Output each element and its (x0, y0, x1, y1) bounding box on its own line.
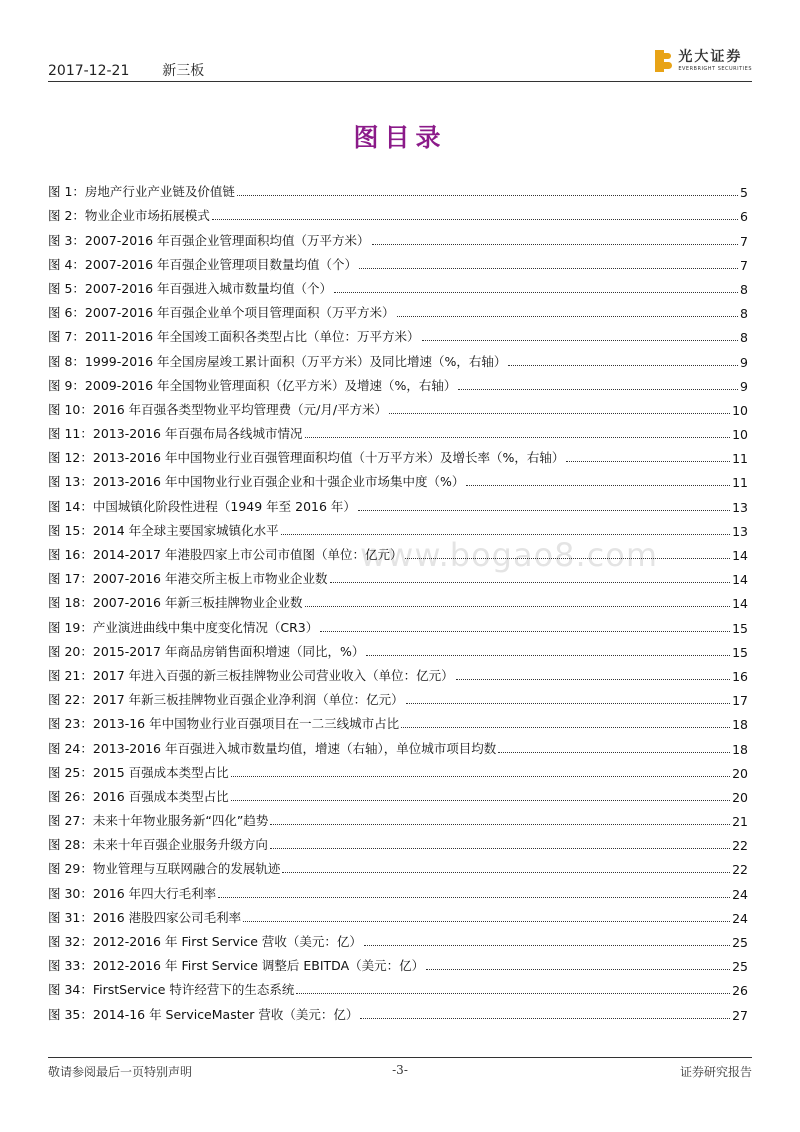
toc-entry-page-number: 7 (740, 257, 748, 273)
toc-entry[interactable] (48, 442, 748, 466)
toc-entry[interactable] (48, 660, 748, 684)
toc-dot-leader (359, 268, 738, 269)
toc-entry-label: 图 10：2016 年百强各类型物业平均管理费（元/月/平方米） (48, 401, 388, 417)
toc-entry[interactable] (48, 490, 748, 514)
toc-dot-leader (296, 993, 730, 994)
toc-entry-label: 图 11：2013-2016 年百强布局各线城市情况 (48, 426, 303, 442)
page-number: -3- (392, 1063, 408, 1077)
toc-dot-leader (358, 510, 730, 511)
toc-dot-leader (508, 365, 738, 366)
toc-entry[interactable] (48, 345, 748, 369)
toc-entry-page-number: 6 (740, 209, 748, 225)
toc-entry-page-number: 15 (732, 644, 748, 660)
toc-entry[interactable] (48, 418, 748, 442)
toc-entry[interactable] (48, 176, 748, 200)
toc-entry-label: 图 12：2013-2016 年中国物业行业百强管理面积均值（十万平方米）及增长率（%，右轴） (48, 450, 565, 466)
toc-entry-label: 图 2：物业企业市场拓展模式 (48, 208, 210, 224)
toc-entry[interactable] (48, 853, 748, 877)
toc-entry-page-number: 25 (732, 959, 748, 975)
toc-entry-page-number: 24 (732, 910, 748, 926)
toc-dot-leader (466, 485, 730, 486)
toc-entry-page-number: 10 (732, 402, 748, 418)
toc-entry[interactable] (48, 611, 748, 635)
toc-dot-leader (458, 389, 738, 390)
logo-chinese-name: 光大证券 (678, 49, 743, 65)
toc-entry-label: 图 28：未来十年百强企业服务升级方向 (48, 837, 268, 853)
toc-dot-leader (305, 606, 731, 607)
toc-entry-label: 图 19：产业演进曲线中集中度变化情况（CR3） (48, 619, 319, 635)
report-section: 新三板 (162, 63, 205, 79)
toc-entry-label: 图 24：2013-2016 年百强进入城市数量均值，增速（右轴），单位城市项目均数 (48, 740, 497, 756)
toc-entry-label: 图 34：FirstService 特许经营下的生态系统 (48, 982, 295, 998)
toc-dot-leader (305, 437, 731, 438)
toc-dot-leader (282, 872, 730, 873)
toc-dot-leader (218, 897, 730, 898)
toc-entry-label: 图 29：物业管理与互联网融合的发展轨迹 (48, 861, 281, 877)
toc-dot-leader (330, 582, 731, 583)
toc-entry[interactable] (48, 708, 748, 732)
toc-entry-page-number: 8 (740, 330, 748, 346)
toc-entry-page-number: 8 (740, 281, 748, 297)
toc-entry[interactable] (48, 321, 748, 345)
toc-entry-page-number: 27 (732, 1007, 748, 1023)
toc-entry[interactable] (48, 273, 748, 297)
toc-dot-leader (212, 219, 738, 220)
toc-dot-leader (406, 703, 730, 704)
toc-dot-leader (364, 945, 730, 946)
toc-entry-label: 图 33：2012-2016 年 First Service 调整后 EBITDA（美元：亿） (48, 958, 425, 974)
toc-entry-label: 图 3：2007-2016 年百强企业管理面积均值（万平方米） (48, 232, 370, 248)
toc-dot-leader (360, 1018, 730, 1019)
toc-entry[interactable] (48, 829, 748, 853)
toc-dot-leader (281, 534, 730, 535)
toc-entry-page-number: 24 (732, 886, 748, 902)
figure-table-of-contents (48, 176, 748, 1023)
toc-entry-page-number: 14 (732, 572, 748, 588)
toc-dot-leader (231, 800, 730, 801)
toc-entry[interactable] (48, 297, 748, 321)
toc-entry-page-number: 22 (732, 862, 748, 878)
toc-entry-page-number: 8 (740, 306, 748, 322)
toc-entry[interactable] (48, 926, 748, 950)
toc-dot-leader (237, 195, 738, 196)
watermark: www.bogao8.com (360, 536, 659, 574)
toc-entry-page-number: 9 (740, 378, 748, 394)
toc-entry[interactable] (48, 200, 748, 224)
footer-divider (48, 1057, 752, 1058)
toc-entry-page-number: 11 (732, 451, 748, 467)
toc-entry-page-number: 10 (732, 427, 748, 443)
toc-entry-page-number: 25 (732, 935, 748, 950)
toc-entry-page-number: 16 (732, 668, 748, 684)
toc-entry[interactable] (48, 974, 748, 998)
toc-entry-label: 图 21：2017 年进入百强的新三板挂牌物业公司营业收入（单位：亿元） (48, 667, 454, 683)
page-title: 图目录 (353, 123, 447, 152)
toc-dot-leader (320, 631, 730, 632)
toc-dot-leader (422, 340, 739, 341)
toc-dot-leader (456, 679, 730, 680)
toc-entry[interactable] (48, 636, 748, 660)
toc-entry-label: 图 1：房地产行业产业链及价值链 (48, 184, 235, 200)
toc-entry-page-number: 14 (732, 596, 748, 612)
toc-entry[interactable] (48, 394, 748, 418)
logo-mark-icon (655, 50, 673, 72)
toc-dot-leader (270, 824, 730, 825)
toc-entry-page-number: 17 (732, 693, 748, 709)
toc-entry-label: 图 20：2015-2017 年商品房销售面积增速（同比，%） (48, 643, 365, 659)
toc-entry[interactable] (48, 950, 748, 974)
toc-dot-leader (334, 292, 738, 293)
toc-entry-label: 图 22：2017 年新三板挂牌物业百强企业净利润（单位：亿元） (48, 692, 404, 708)
toc-entry-page-number: 11 (732, 475, 748, 491)
toc-dot-leader (243, 921, 730, 922)
toc-entry-page-number: 18 (732, 717, 748, 733)
toc-dot-leader (566, 461, 730, 462)
toc-entry[interactable] (48, 781, 748, 805)
company-logo (655, 50, 752, 72)
toc-entry-label: 图 7：2011-2016 年全国竣工面积各类型占比（单位：万平方米） (48, 329, 420, 345)
toc-entry-label: 图 13：2013-2016 年中国物业行业百强企业和十强企业市场集中度（%） (48, 474, 465, 490)
footer-disclaimer: 敬请参阅最后一页特别声明 (48, 1065, 193, 1079)
report-date-and-section (48, 60, 204, 80)
toc-entry-label: 图 4：2007-2016 年百强企业管理项目数量均值（个） (48, 256, 358, 272)
report-date: 2017-12-21 (48, 63, 130, 79)
toc-dot-leader (366, 655, 730, 656)
toc-entry-page-number: 14 (732, 548, 748, 563)
toc-entry-label: 图 14：中国城镇化阶段性进程（1949 年至 2016 年） (48, 498, 356, 514)
toc-entry-label: 图 31：2016 港股四家公司毛利率 (48, 909, 242, 925)
toc-entry-page-number: 26 (732, 983, 748, 999)
toc-entry-label: 图 30：2016 年四大行毛利率 (48, 885, 217, 901)
toc-entry-page-number: 21 (732, 814, 748, 830)
toc-entry[interactable] (48, 732, 748, 756)
toc-entry[interactable] (48, 224, 748, 248)
logo-english-name: EVERBRIGHT SECURITIES (678, 66, 752, 72)
toc-entry[interactable] (48, 249, 748, 273)
toc-entry-page-number: 20 (732, 789, 748, 805)
toc-entry-page-number: 22 (732, 838, 748, 854)
toc-entry-label: 图 32：2012-2016 年 First Service 营收（美元：亿） (48, 934, 362, 949)
toc-entry-page-number: 9 (740, 354, 748, 370)
toc-entry[interactable] (48, 587, 748, 611)
toc-entry-label: 图 15：2014 年全球主要国家城镇化水平 (48, 522, 279, 538)
toc-entry-label: 图 25：2015 百强成本类型占比 (48, 764, 229, 780)
toc-entry-page-number: 5 (740, 185, 748, 201)
toc-entry-label: 图 5：2007-2016 年百强进入城市数量均值（个） (48, 280, 333, 296)
header-divider (48, 81, 752, 82)
toc-entry-label: 图 16：2014-2017 年港股四家上市公司市值图（单位：亿元） (48, 547, 403, 562)
toc-entry-label: 图 17：2007-2016 年港交所主板上市物业企业数 (48, 571, 328, 587)
toc-entry-page-number: 18 (732, 741, 748, 757)
toc-dot-leader (231, 776, 730, 777)
toc-entry-page-number: 20 (732, 765, 748, 781)
toc-entry-page-number: 7 (740, 233, 748, 249)
toc-dot-leader (397, 316, 739, 317)
toc-dot-leader (270, 848, 730, 849)
toc-entry[interactable] (48, 370, 748, 394)
toc-dot-leader (389, 413, 730, 414)
toc-entry[interactable] (48, 902, 748, 926)
toc-dot-leader (498, 752, 730, 753)
toc-entry[interactable] (48, 877, 748, 901)
toc-entry[interactable] (48, 757, 748, 781)
toc-entry-label: 图 18：2007-2016 年新三板挂牌物业企业数 (48, 595, 303, 611)
toc-entry[interactable] (48, 998, 748, 1022)
toc-entry-label: 图 35：2014-16 年 ServiceMaster 营收（美元：亿） (48, 1006, 359, 1022)
toc-entry-page-number: 13 (732, 499, 748, 515)
toc-entry-label: 图 6：2007-2016 年百强企业单个项目管理面积（万平方米） (48, 305, 395, 321)
toc-entry-label: 图 26：2016 百强成本类型占比 (48, 788, 229, 804)
toc-dot-leader (426, 969, 730, 970)
toc-entry-label: 图 23：2013-16 年中国物业行业百强项目在一二三线城市占比 (48, 716, 400, 732)
toc-entry-page-number: 13 (732, 523, 748, 539)
toc-entry-page-number: 15 (732, 620, 748, 636)
toc-dot-leader (401, 727, 730, 728)
toc-entry-label: 图 27：未来十年物业服务新“四化”趋势 (48, 813, 269, 829)
toc-entry[interactable] (48, 466, 748, 490)
toc-entry-label: 图 9：2009-2016 年全国物业管理面积（亿平方米）及增速（%，右轴） (48, 377, 457, 393)
toc-entry-label: 图 8：1999-2016 年全国房屋竣工累计面积（万平方米）及同比增速（%，右轴） (48, 353, 507, 369)
toc-dot-leader (372, 244, 739, 245)
toc-entry[interactable] (48, 684, 748, 708)
toc-entry[interactable] (48, 805, 748, 829)
footer-report-type: 证券研究报告 (679, 1065, 752, 1079)
